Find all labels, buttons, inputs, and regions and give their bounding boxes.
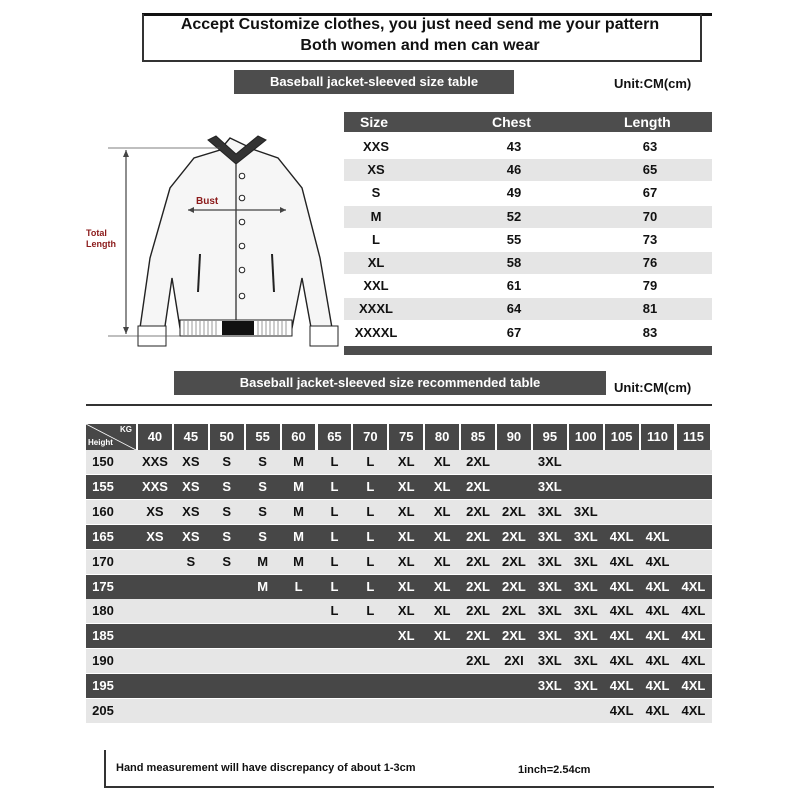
corner-kg: KG (120, 425, 132, 434)
kg-header-cell: 60 (282, 424, 316, 450)
size-recommendation-cell: L (330, 578, 339, 594)
kg-header-cell: 110 (641, 424, 675, 450)
total-length-label-1: Total (86, 228, 107, 238)
size-recommendation-cell: 4XL (681, 653, 706, 669)
size-table-row (344, 159, 712, 181)
size-table-header (344, 112, 712, 132)
size-table-row (344, 322, 712, 344)
size-recommendation-cell: 2XL (502, 553, 526, 569)
header-line-1: Accept Customize clothes, you just need send me your pattern (180, 16, 660, 33)
size-recommendation-cell: 3XL (573, 578, 598, 594)
footer-note: Hand measurement will have discrepancy of about 1-3cm (116, 762, 416, 774)
size-recommendation-cell: 2XL (466, 528, 490, 544)
size-recommendation-cell: S (258, 478, 267, 494)
size-recommendation-cell: M (293, 528, 304, 544)
size-recommendation-cell: 4XL (645, 578, 670, 594)
size-recommendation-cell: 2XL (466, 603, 490, 619)
size-cell: XXL (363, 278, 389, 294)
size-recommendation-cell: 4XL (609, 528, 634, 544)
size-recommendation-cell: 2XL (466, 628, 490, 644)
size-recommendation-cell: 3XL (537, 603, 562, 619)
length-cell: 63 (642, 139, 658, 154)
size-recommendation-cell: 4XL (681, 603, 706, 619)
chest-cell: 55 (506, 231, 522, 247)
size-cell: XXXL (359, 301, 393, 317)
rec-table-row (86, 500, 712, 524)
height-cell: 205 (92, 703, 114, 718)
size-recommendation-cell: M (257, 578, 269, 594)
kg-header-cell: 65 (318, 424, 352, 450)
rec-table-divider (86, 404, 712, 406)
size-recommendation-cell: 2XL (466, 553, 490, 569)
length-cell: 79 (642, 278, 658, 294)
size-recommendation-cell: L (330, 454, 339, 469)
size-recommendation-cell: 4XL (609, 578, 634, 594)
size-cell: S (371, 185, 381, 201)
size-recommendation-cell: L (366, 528, 375, 544)
size-recommendation-cell: L (366, 454, 375, 469)
size-cell: M (370, 208, 382, 224)
size-recommendation-cell: 3XL (573, 628, 598, 644)
size-recommendation-cell: 4XL (609, 553, 634, 569)
size-recommendation-cell: 3XL (537, 528, 562, 544)
rec-table-row (86, 575, 712, 599)
col-length: Length (624, 114, 671, 130)
size-recommendation-cell: 4XL (609, 703, 634, 718)
size-recommendation-cell: 4XL (609, 628, 634, 644)
size-cell: XL (367, 255, 385, 270)
size-recommendation-cell: XL (397, 478, 415, 494)
chest-cell: 49 (506, 185, 522, 201)
size-recommendation-cell: XS (182, 454, 200, 469)
height-cell: 190 (92, 653, 114, 669)
length-cell: 83 (642, 324, 658, 340)
height-cell: 165 (92, 528, 114, 544)
size-recommendation-cell: XL (433, 454, 451, 469)
size-cell: XXXXL (354, 324, 398, 340)
kg-header-cell: 85 (461, 424, 495, 450)
height-cell: 170 (92, 553, 114, 569)
size-recommendation-cell: XL (433, 528, 451, 544)
size-recommendation-cell: 4XL (681, 628, 706, 644)
size-recommendation-cell: L (294, 578, 303, 594)
size-recommendation-cell: 3XL (537, 653, 562, 669)
length-cell: 65 (642, 162, 658, 178)
length-cell: 76 (642, 255, 658, 270)
size-recommendation-cell: 2XL (466, 478, 490, 494)
chest-cell: 52 (506, 208, 522, 224)
size-recommendation-cell: M (293, 478, 304, 494)
size-recommendation-cell: 4XL (645, 528, 670, 544)
size-recommendation-cell: 4XL (681, 703, 706, 718)
size-recommendation-cell: 3XL (573, 503, 598, 519)
size-recommendation-cell: S (222, 478, 232, 494)
rec-table-row (86, 649, 712, 673)
size-recommendation-cell: 2XL (466, 503, 490, 519)
size-recommendation-cell: XL (397, 454, 415, 469)
footer-conversion: 1inch=2.54cm (518, 764, 591, 776)
chest-cell: 61 (506, 278, 522, 294)
size-recommendation-cell: 4XL (645, 553, 670, 569)
chest-cell: 67 (506, 324, 522, 340)
size-table-row (344, 252, 712, 274)
size-recommendation-cell: XL (397, 628, 415, 644)
size-table-row (344, 206, 712, 228)
kg-header-cell: 70 (353, 424, 387, 450)
size-recommendation-cell: S (222, 454, 232, 469)
chest-cell: 43 (506, 139, 522, 154)
size-recommendation-cell: 3XL (573, 528, 598, 544)
length-cell: 67 (642, 185, 658, 201)
rec-table-unit: Unit:CM(cm) (614, 380, 692, 395)
size-recommendation-cell: 4XL (609, 653, 634, 669)
size-recommendation-cell: L (366, 503, 375, 519)
size-recommendation-cell: 2XL (502, 528, 526, 544)
kg-header-cell: 40 (138, 424, 172, 450)
size-recommendation-cell: 4XL (609, 603, 634, 619)
size-recommendation-cell: 4XL (645, 703, 670, 718)
kg-header-cell: 100 (569, 424, 603, 450)
size-recommendation-cell: 4XL (645, 653, 670, 669)
size-cell: XS (367, 162, 385, 178)
chest-cell: 64 (506, 301, 522, 317)
size-recommendation-cell: S (258, 528, 267, 544)
size-recommendation-cell: 3XL (537, 678, 562, 694)
jacket-diagram (80, 128, 342, 354)
size-cell: L (372, 231, 380, 247)
chest-cell: 58 (506, 255, 522, 270)
size-recommendation-cell: 2XL (466, 454, 490, 469)
height-cell: 150 (92, 454, 114, 469)
height-cell: 155 (92, 478, 114, 494)
size-recommendation-cell: L (330, 478, 339, 494)
size-recommendation-cell: XL (433, 553, 451, 569)
size-recommendation-cell: XL (397, 528, 415, 544)
size-recommendation-cell: S (186, 553, 196, 569)
size-recommendation-cell: 2XL (466, 578, 490, 594)
rec-table-row (86, 624, 712, 648)
size-table-row (344, 298, 712, 320)
size-recommendation-cell: XL (433, 478, 451, 494)
rec-table-row (86, 525, 712, 549)
size-recommendation-cell: 3XL (537, 578, 562, 594)
kg-header-cell: 80 (425, 424, 459, 450)
rec-table-row (86, 674, 712, 698)
size-recommendation-cell: M (293, 503, 304, 519)
size-recommendation-cell: XS (146, 528, 164, 544)
size-recommendation-cell: M (293, 553, 304, 569)
col-chest: Chest (492, 114, 531, 130)
size-recommendation-cell: L (366, 603, 375, 619)
bust-label: Bust (196, 196, 219, 207)
size-recommendation-cell: 4XL (645, 628, 670, 644)
height-cell: 195 (92, 678, 114, 694)
size-recommendation-cell: S (222, 553, 232, 569)
kg-header-cell: 115 (677, 424, 711, 450)
size-recommendation-cell: XXS (141, 478, 168, 494)
size-recommendation-cell: L (330, 553, 339, 569)
size-recommendation-cell: 4XL (609, 678, 634, 694)
size-recommendation-cell: XS (182, 528, 200, 544)
size-recommendation-cell: XL (397, 553, 415, 569)
size-recommendation-cell: 3XL (573, 678, 598, 694)
size-recommendation-cell: 4XL (645, 678, 670, 694)
header-line-2: Both women and men can wear (300, 37, 540, 54)
size-recommendation-cell: 3XL (573, 553, 598, 569)
size-recommendation-cell: 4XL (681, 578, 706, 594)
size-recommendation-cell: XL (433, 578, 451, 594)
size-recommendation-cell: 3XL (537, 553, 562, 569)
size-recommendation-cell: 2XL (502, 603, 526, 619)
corner-cell (86, 424, 136, 450)
size-recommendation-cell: M (257, 553, 269, 569)
size-recommendation-cell: S (258, 503, 267, 519)
kg-header-cell: 90 (497, 424, 531, 450)
size-recommendation-cell: 2XL (466, 653, 490, 669)
size-table-title: Baseball jacket-sleeved size table (234, 70, 514, 94)
size-recommendation-cell: L (366, 553, 375, 569)
size-table-footer-bar (344, 346, 712, 355)
size-recommendation-cell: XL (397, 578, 415, 594)
size-recommendation-cell: 4XL (645, 603, 670, 619)
size-recommendation-cell: L (330, 528, 339, 544)
height-cell: 180 (92, 603, 114, 619)
size-recommendation-cell: XL (433, 503, 451, 519)
size-recommendation-cell: XS (146, 503, 164, 519)
length-cell: 81 (642, 301, 658, 317)
size-recommendation-cell: 3XL (537, 454, 562, 469)
rec-table-header (86, 424, 712, 450)
size-table-row (344, 182, 712, 204)
size-table-row (344, 136, 712, 158)
size-recommendation-cell: 4XL (681, 678, 706, 694)
length-cell: 70 (642, 208, 658, 224)
total-length-label-2: Length (86, 239, 116, 249)
size-recommendation-cell: S (258, 454, 267, 469)
kg-header-cell: 95 (533, 424, 567, 450)
size-recommendation-cell: XL (397, 603, 415, 619)
size-recommendation-cell: XS (182, 478, 200, 494)
rec-table-row (86, 450, 712, 474)
size-recommendation-cell: L (330, 603, 339, 619)
size-recommendation-cell: S (222, 503, 232, 519)
size-recommendation-cell: XS (182, 503, 200, 519)
rec-table-row (86, 475, 712, 499)
size-recommendation-cell: 3XL (573, 653, 598, 669)
size-recommendation-cell: 3XL (537, 478, 562, 494)
size-cell: XXS (362, 139, 389, 154)
rec-table-row (86, 550, 712, 574)
size-recommendation-cell: 3XL (537, 503, 562, 519)
height-cell: 185 (92, 628, 114, 644)
kg-header-cell: 45 (174, 424, 208, 450)
length-cell: 73 (642, 231, 658, 247)
col-size: Size (360, 114, 389, 130)
size-table-row (344, 275, 712, 297)
size-recommendation-cell: XL (397, 503, 415, 519)
size-recommendation-cell: XL (433, 603, 451, 619)
kg-header-cell: 50 (210, 424, 244, 450)
size-recommendation-cell: 2XL (502, 628, 526, 644)
kg-header-cell: 55 (246, 424, 280, 450)
rec-table-title: Baseball jacket-sleeved size recommended table (174, 371, 606, 395)
size-recommendation-cell: XL (433, 628, 451, 644)
kg-header-cell: 105 (605, 424, 639, 450)
size-recommendation-cell: M (293, 454, 304, 469)
size-recommendation-cell: S (222, 528, 232, 544)
size-table-unit: Unit:CM(cm) (614, 76, 692, 91)
rec-table-row (86, 699, 712, 723)
height-cell: 175 (92, 578, 114, 594)
size-recommendation-cell: L (366, 478, 375, 494)
size-recommendation-cell: L (330, 503, 339, 519)
height-cell: 160 (92, 503, 114, 519)
chest-cell: 46 (506, 162, 522, 178)
size-recommendation-cell: L (366, 578, 375, 594)
size-recommendation-cell: 3XL (573, 603, 598, 619)
size-recommendation-cell: 2XL (502, 503, 526, 519)
rec-table-row (86, 599, 712, 623)
size-recommendation-cell: 2XI (504, 653, 524, 669)
size-recommendation-cell: XXS (141, 454, 168, 469)
size-recommendation-cell: 3XL (537, 628, 562, 644)
kg-header-cell: 75 (389, 424, 423, 450)
corner-height: Height (88, 438, 113, 447)
size-table-row (344, 229, 712, 251)
size-recommendation-cell: 2XL (502, 578, 526, 594)
